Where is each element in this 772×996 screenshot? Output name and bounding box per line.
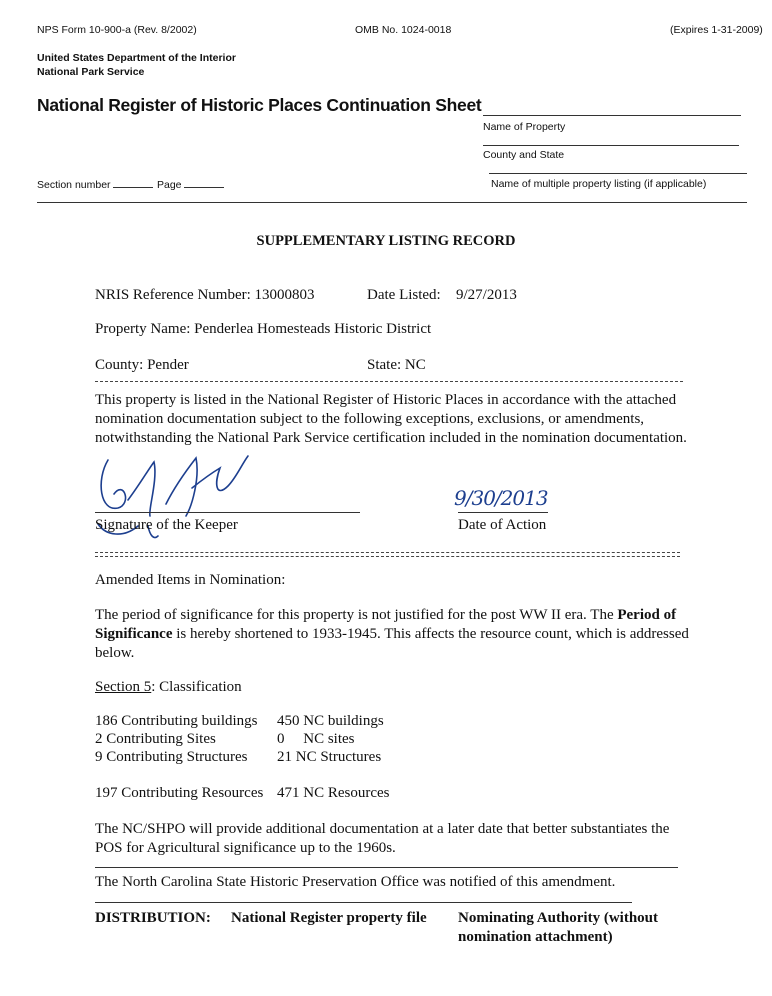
total-nc: 471 NC Resources bbox=[277, 785, 390, 801]
date-listed-value: 9/27/2013 bbox=[456, 287, 517, 303]
section-number-blank bbox=[113, 177, 153, 188]
omb-number: OMB No. 1024-0018 bbox=[355, 24, 452, 36]
nc-buildings: 450 NC buildings bbox=[277, 713, 384, 729]
distribution-separator bbox=[95, 902, 632, 903]
form-id: NPS Form 10-900-a (Rev. 8/2002) bbox=[37, 24, 197, 36]
double-dashed-separator bbox=[95, 552, 680, 557]
handwritten-date: 9/30/2013 bbox=[454, 486, 548, 510]
page-blank bbox=[184, 177, 224, 188]
section-5-rest: : Classification bbox=[151, 679, 242, 695]
nris-reference: NRIS Reference Number: 13000803 bbox=[95, 287, 315, 303]
total-contributing: 197 Contributing Resources bbox=[95, 785, 264, 801]
nc-structures: 21 NC Structures bbox=[277, 749, 382, 765]
form-title: National Register of Historic Places Continuation Sheet bbox=[37, 95, 482, 115]
county-state-line bbox=[483, 145, 739, 146]
distribution-label: DISTRIBUTION: bbox=[95, 910, 211, 926]
section-number-label: Section number bbox=[37, 179, 111, 191]
listing-statement: This property is listed in the National Register of Historic Places in accordance with the attached nomination documentation subject to the following exceptions, exclusions, or amendments, notwithstanding the National Park Service certification included in the nomination documentation. bbox=[95, 392, 687, 446]
date-of-action-line bbox=[458, 512, 548, 513]
signature-label: Signature of the Keeper bbox=[95, 517, 238, 533]
contributing-structures: 9 Contributing Structures bbox=[95, 749, 248, 765]
shpo-paragraph: The NC/SHPO will provide additional documentation at a later date that better substantiates the POS for Agricultural significance up to the 1960s. bbox=[95, 821, 670, 856]
page-field bbox=[157, 177, 224, 191]
header-divider bbox=[37, 202, 747, 203]
distribution-item-1: National Register property file bbox=[231, 910, 427, 926]
notification-text: The North Carolina State Historic Preservation Office was notified of this amendment. bbox=[95, 874, 616, 890]
name-of-property-label: Name of Property bbox=[483, 121, 566, 133]
period-text-1: The period of significance for this property is not justified for the post WW II era. The bbox=[95, 607, 618, 623]
state: State: NC bbox=[367, 357, 426, 373]
period-bold: Period of Significance bbox=[95, 607, 677, 642]
record-heading: SUPPLEMENTARY LISTING RECORD bbox=[256, 233, 516, 249]
count-row-buildings bbox=[95, 712, 258, 731]
period-of-significance-paragraph bbox=[95, 606, 690, 663]
property-name: Property Name: Penderlea Homesteads Historic District bbox=[95, 321, 432, 337]
section-5-heading bbox=[95, 678, 242, 697]
county-state-label: County and State bbox=[483, 149, 565, 161]
date-listed-label: Date Listed: bbox=[367, 287, 441, 303]
contributing-buildings: 186 Contributing buildings bbox=[95, 713, 258, 729]
signature-line bbox=[95, 512, 360, 513]
name-of-property-line bbox=[483, 115, 741, 116]
multiple-listing-line bbox=[489, 173, 747, 174]
contributing-sites: 2 Contributing Sites bbox=[95, 731, 216, 747]
section-number-field bbox=[37, 177, 153, 191]
dashed-separator bbox=[95, 381, 683, 382]
county: County: Pender bbox=[95, 357, 189, 373]
date-of-action-label: Date of Action bbox=[458, 517, 547, 533]
nc-sites: 0 NC sites bbox=[277, 731, 355, 747]
page-label: Page bbox=[157, 179, 182, 191]
distribution-item-2: Nominating Authority (without nomination attachment) bbox=[458, 910, 659, 945]
period-text-2: is hereby shortened to 1933-1945. This affects the resource count, which is addressed below. bbox=[95, 626, 689, 661]
agency-department: United States Department of the Interior bbox=[37, 52, 236, 64]
agency-service: National Park Service bbox=[37, 66, 145, 78]
multiple-listing-label: Name of multiple property listing (if applicable) bbox=[491, 178, 707, 190]
amended-heading: Amended Items in Nomination: bbox=[95, 572, 286, 588]
section-5-label: Section 5 bbox=[95, 679, 152, 695]
expiration-date: (Expires 1-31-2009) bbox=[670, 24, 763, 36]
notification-separator bbox=[95, 867, 678, 868]
